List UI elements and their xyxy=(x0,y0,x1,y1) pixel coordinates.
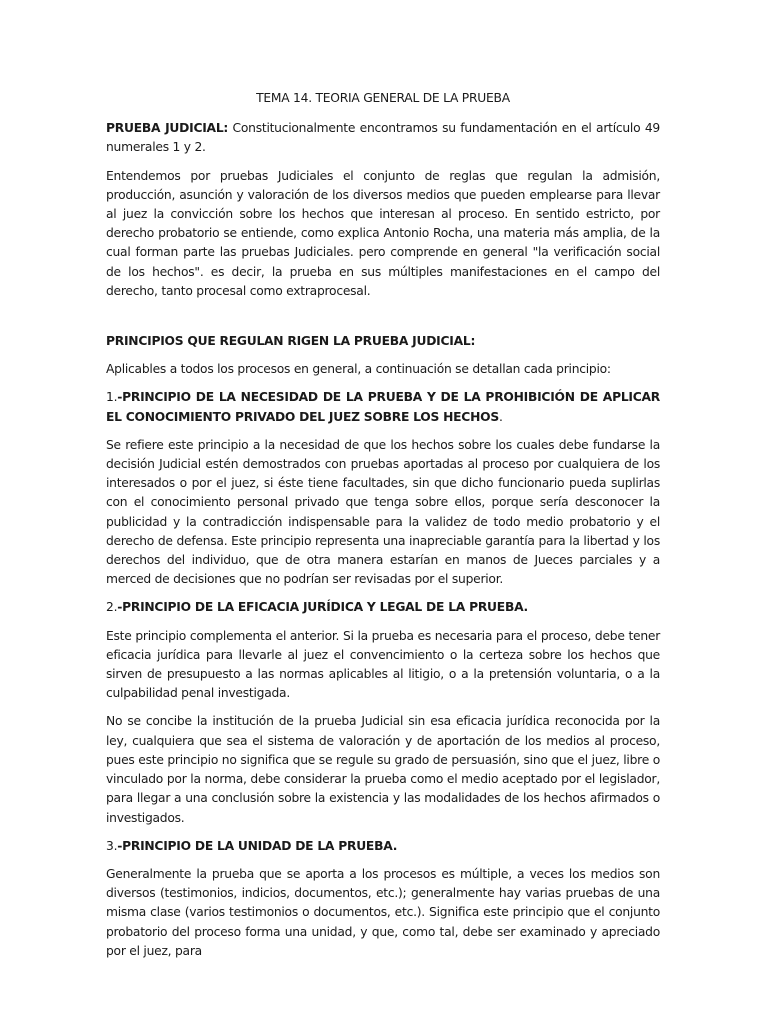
principle-2-title: -PRINCIPIO DE LA EFICACIA JURÍDICA Y LEGAL DE LA PRUEBA. xyxy=(117,600,528,615)
principios-heading-text: PRINCIPIOS QUE REGULAN RIGEN LA PRUEBA JUDICIAL: xyxy=(106,334,476,349)
prueba-judicial-paragraph xyxy=(106,119,660,157)
principios-heading xyxy=(106,332,660,351)
principios-intro: Aplicables a todos los procesos en general, a continuación se detallan cada principio: xyxy=(106,362,611,377)
principle-2-heading xyxy=(106,598,660,617)
principle-2-number: 2. xyxy=(106,600,118,615)
principle-3-number: 3. xyxy=(106,838,118,853)
principle-1-heading xyxy=(106,388,660,426)
definition-paragraph: Entendemos por pruebas Judiciales el conjunto de reglas que regulan la admisión, producción, asunción y valoración de los diversos medios que pueden emplearse para llevar al juez la convicción sobre los hechos que interesan al proceso. En sentido estricto, por derecho probatorio se entiende, como explica Antonio Rocha, una materia más amplia, de la cual forman parte las pruebas Judiciales. pero comprende en general "la verificación social de los hechos". es decir, la prueba en sus múltiples manifestaciones en el campo del derecho, tanto procesal como extraprocesal. xyxy=(106,168,660,298)
principle-2-text-1: Este principio complementa el anterior. Si la prueba es necesaria para el proceso, debe tener eficacia jurídica para llevarle al juez el convencimiento o la certeza sobre los hechos que sirven de presupuesto a las normas aplicables al litigio, o a la pretensión voluntaria, o a la culpabilidad penal investigada. xyxy=(106,628,660,701)
principle-3-title: -PRINCIPIO DE LA UNIDAD DE LA PRUEBA. xyxy=(117,838,398,853)
document-page xyxy=(106,89,660,970)
principle-1-period: . xyxy=(498,409,503,424)
document-title: TEMA 14. TEORIA GENERAL DE LA PRUEBA xyxy=(256,91,510,105)
principle-3-heading xyxy=(106,837,660,856)
section-spacer xyxy=(106,310,660,332)
principle-3-text: Generalmente la prueba que se aporta a los procesos es múltiple, a veces los medios son diversos (testimonios, indicios, documentos, etc.); generalmente hay varias pruebas de una misma clase (varios testimonios o documentos, etc.). Significa este principio que el conjunto probatorio del proceso forma una unidad, y que, como tal, debe ser examinado y apreciado por el juez, para xyxy=(106,866,660,958)
principle-1-number: 1. xyxy=(106,390,118,405)
principle-2-text-2: No se concibe la institución de la prueba Judicial sin esa eficacia jurídica reconocida por la ley, cualquiera que sea el sistema de valoración y de aportación de los medios al proceso, pues este principio no significa que se regule su grado de persuasión, sino que el juez, libre o vinculado por la norma, debe considerar la prueba como el medio aceptado por el legislador, para llegar a una conclusión sobre la existencia y las modalidades de los hechos afirmados o investigados. xyxy=(106,714,660,825)
principle-1-text: Se refiere este principio a la necesidad de que los hechos sobre los cuales debe fundarse la decisión Judicial estén demostrados con pruebas aportadas al proceso por cualquiera de los interesados o por el juez, si éste tiene facultades, sin que dicho funcionario pueda suplirlas con el conocimiento personal privado que tenga sobre ellos, porque sería desconocer la publicidad y la contradicción indispensable para la validez de todo medio probatorio y el derecho de defensa. Este principio representa una inapreciable garantía para la libertad y los derechos del individuo, que de otra manera estarían en manos de Jueces parciales y a merced de decisiones que no podrían ser revisadas por el superior. xyxy=(106,437,660,587)
prueba-judicial-text: Constitucionalmente encontramos su fundamentación en el artículo 49 numerales 1 y 2. xyxy=(106,121,660,155)
prueba-judicial-label: PRUEBA JUDICIAL: xyxy=(106,121,229,136)
principle-1-title: -PRINCIPIO DE LA NECESIDAD DE LA PRUEBA Y DE LA PROHIBICIÓN DE APLICAR EL CONOCIMIENTO PRIVADO DEL JUEZ SOBRE LOS HECHOS xyxy=(106,390,660,424)
